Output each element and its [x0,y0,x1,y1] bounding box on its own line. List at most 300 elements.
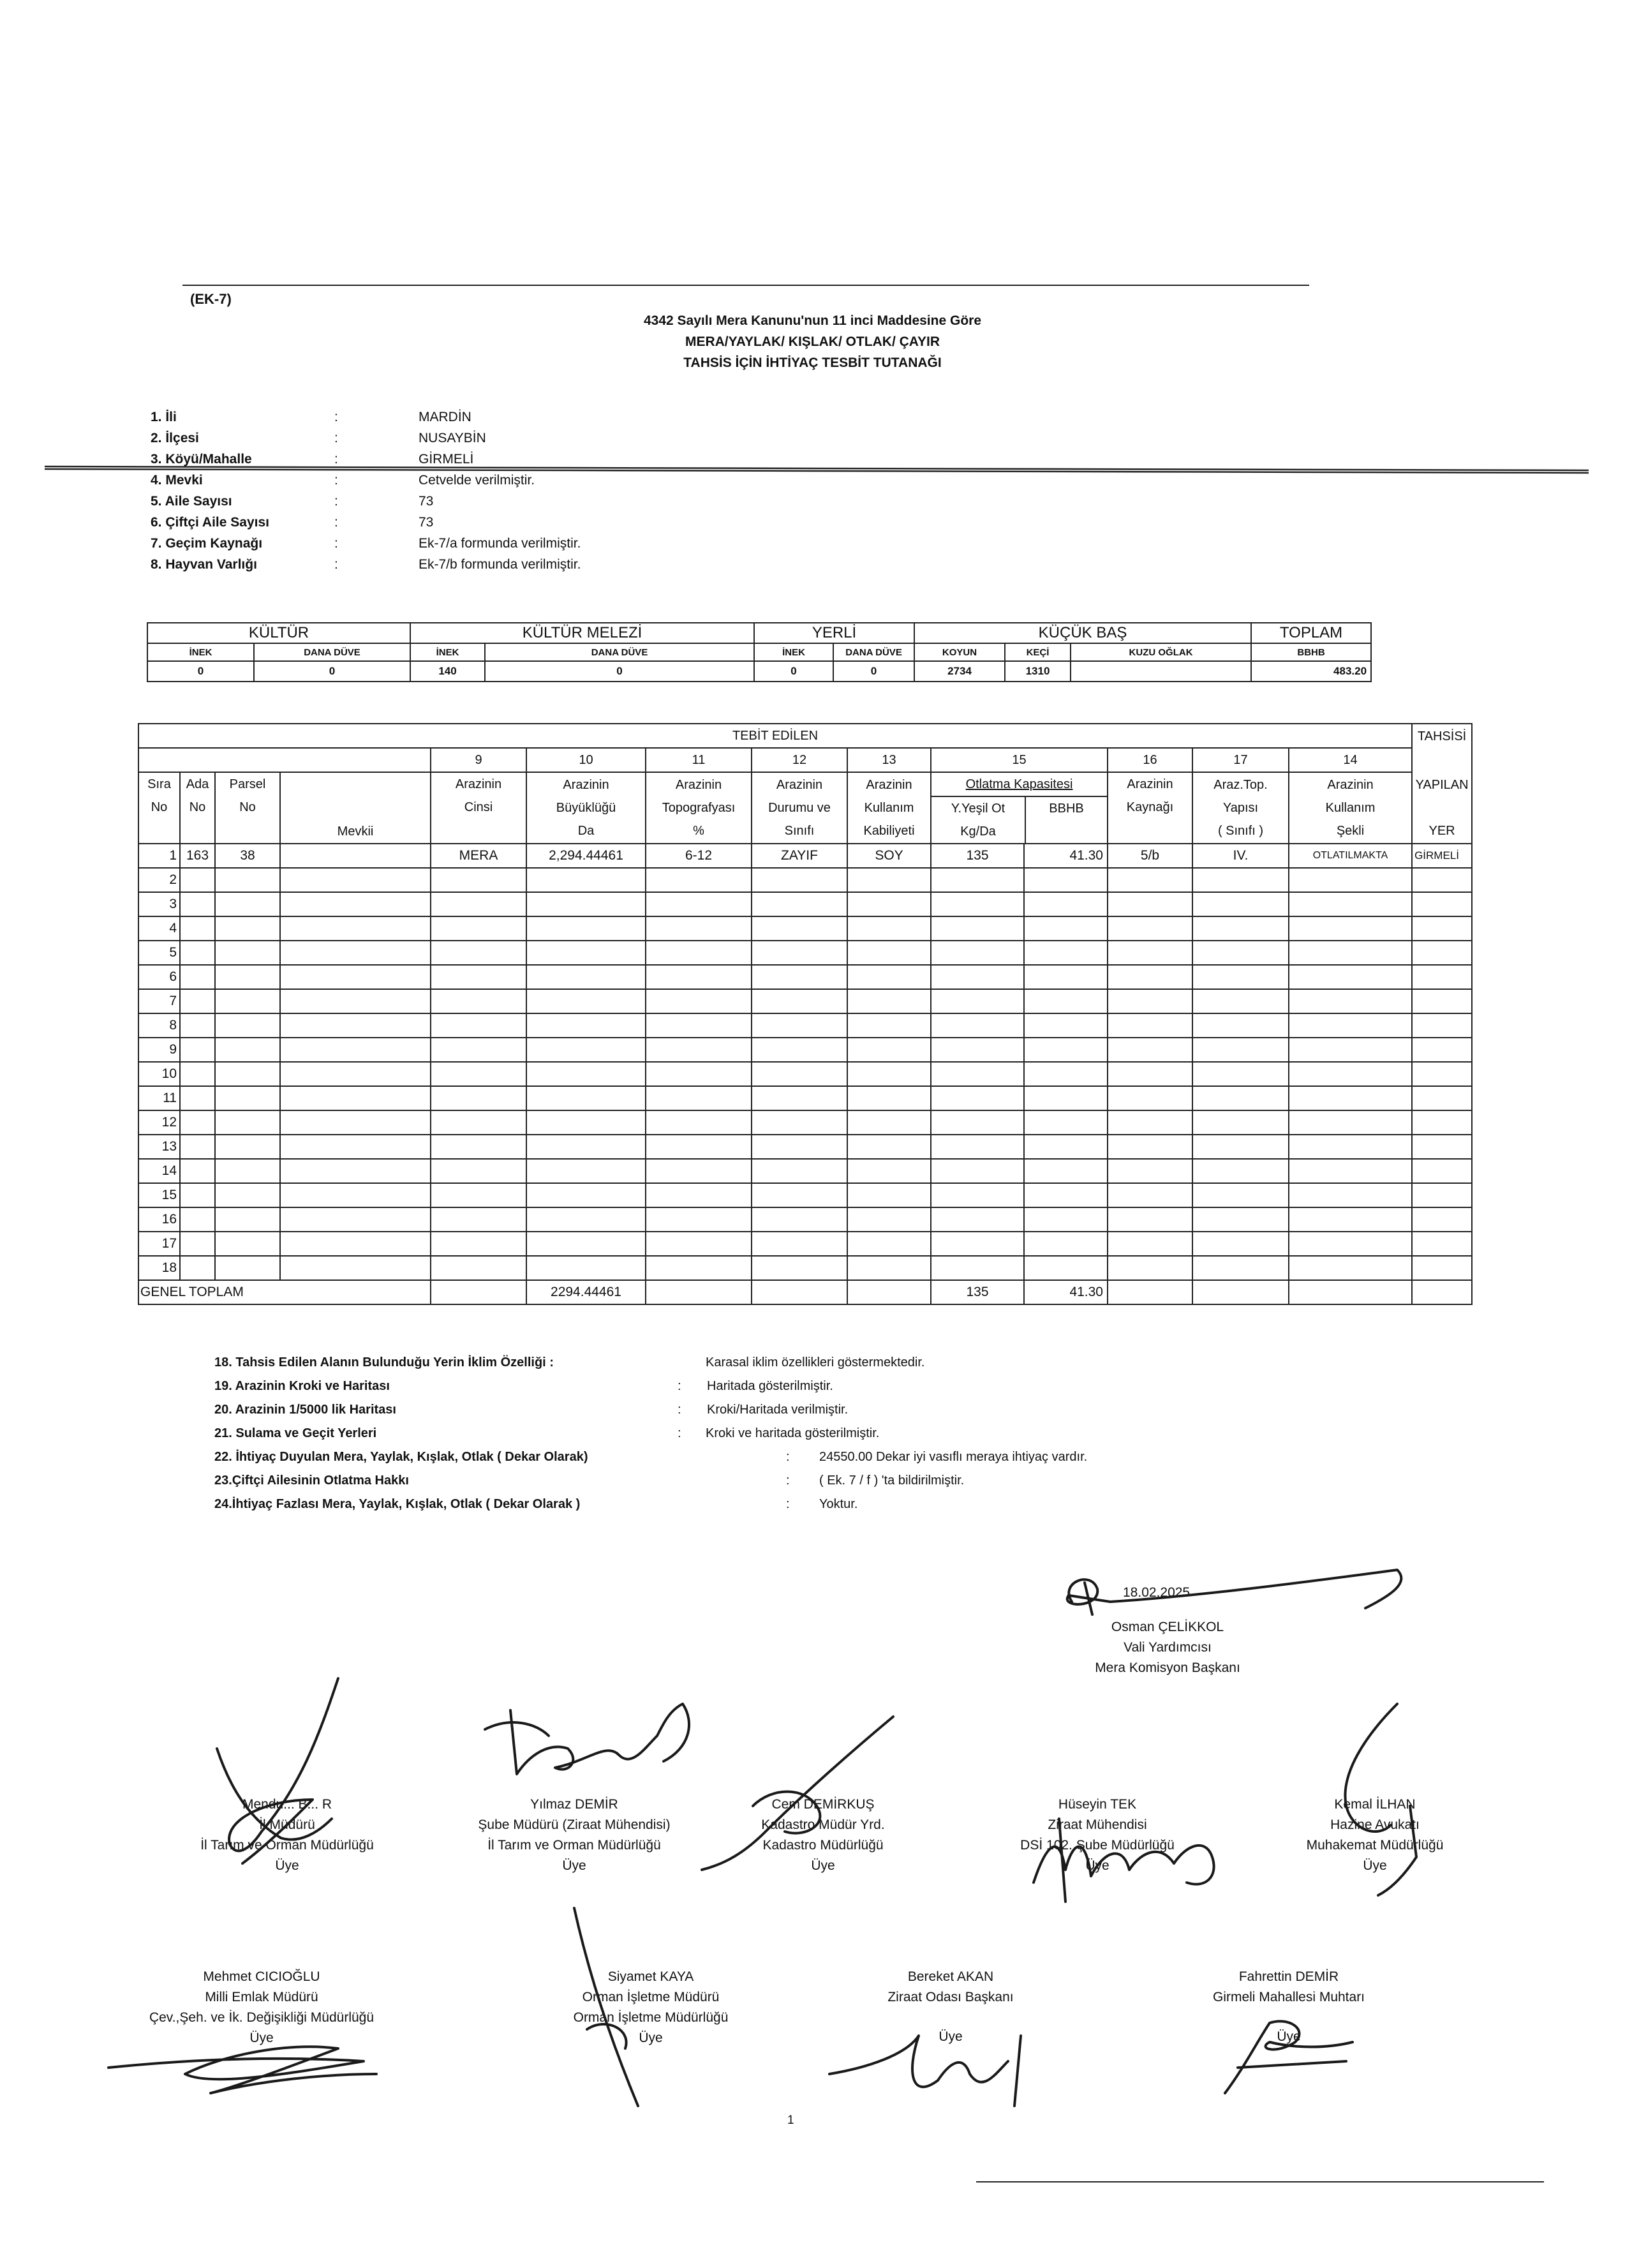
row-number: 16 [138,1207,180,1232]
header-line: Da [577,824,595,838]
cell-yesil [931,1013,1024,1038]
cell-kullanim [1289,1183,1412,1207]
header-sira [138,772,180,844]
column-number: 16 [1108,748,1192,772]
cell-topografya [646,1232,752,1256]
header-line: Arazinin [675,778,722,792]
cell-kabiliyet [847,1135,931,1159]
cell-mevkii [280,868,431,892]
cell-kullanim [1289,892,1412,916]
cell-cinsi [431,1062,526,1086]
header-yesil [931,797,1026,843]
header-line: Arazinin [866,778,912,792]
cell-topografya [646,892,752,916]
signatory-name: Hüseyin TEK [1058,1797,1137,1812]
cell-kabiliyet [847,965,931,989]
info-label: 8. Hayvan Varlığı [151,557,257,572]
row-number: 10 [138,1062,180,1086]
signatory-role: Üye [1363,1858,1387,1873]
cell-kabiliyet [847,1110,931,1135]
table-row [138,916,1472,941]
cell-yapi [1192,965,1289,989]
cell-durumu [752,1013,847,1038]
table-row [138,1013,1472,1038]
cell-kullanim [1289,1062,1412,1086]
signatory-role: Üye [562,1858,586,1873]
livestock-value: 140 [410,661,485,682]
row-number: 2 [138,868,180,892]
cell-ada [180,1183,215,1207]
header-cinsi [431,772,526,844]
cell-mevkii [280,892,431,916]
info-label: 1. İli [151,410,177,424]
cell-cinsi: MERA [431,844,526,868]
signatory-role: Üye [249,2031,274,2045]
header-buyuklugu [526,772,646,844]
cell-kabiliyet [847,1232,931,1256]
cell-mevkii [280,916,431,941]
signatory-4 [957,1794,1238,1876]
cell-durumu [752,1038,847,1062]
cell-bbhb [1024,965,1108,989]
cell-ada [180,892,215,916]
cell-yesil [931,1086,1024,1110]
header-line: Kg/Da [960,824,996,839]
cell-mevkii [280,1135,431,1159]
cell-bbhb [1024,1013,1108,1038]
column-number: 13 [847,748,931,772]
signatory-3 [689,1794,957,1876]
livestock-value: 0 [254,661,410,682]
signatory-title: Kadastro Müdür Yrd. [761,1817,885,1832]
cell-yer [1412,1183,1472,1207]
cell-cinsi [431,941,526,965]
cell-kabiliyet [847,1062,931,1086]
cell-yapi [1192,1183,1289,1207]
cell-cinsi [431,989,526,1013]
cell-yapi [1192,1086,1289,1110]
cell-parsel [215,1135,280,1159]
cell-kullanim [1289,1207,1412,1232]
cell-cinsi [431,965,526,989]
cell-kaynak [1108,1183,1192,1207]
cell-parsel [215,892,280,916]
cell-yer [1412,1038,1472,1062]
info-label: 2. İlçesi [151,431,199,445]
cell-durumu [752,1159,847,1183]
info-label: 3. Köyü/Mahalle [151,452,252,466]
signatory-org: Çev.,Şeh. ve İk. Değişikliği Müdürlüğü [149,2010,375,2025]
cell-yer [1412,1062,1472,1086]
item-label: 21. Sulama ve Geçit Yerleri [214,1426,377,1440]
signatory-title: Girmeli Mahallesi Muhtarı [1212,1990,1365,2004]
cell-parsel [215,1110,280,1135]
row-number: 18 [138,1256,180,1280]
info-value: GİRMELİ [419,452,474,466]
spacer [1413,796,1471,819]
item-label: 22. İhtiyaç Duyulan Mera, Yaylak, Kışlak, Otlak ( Dekar Olarak) [214,1450,588,1464]
info-colon: : [334,536,338,551]
cell-parsel [215,868,280,892]
cell-cinsi [431,1086,526,1110]
cell-ada [180,1062,215,1086]
cell-kaynak [1108,1086,1192,1110]
cell-ada [180,1256,215,1280]
strike-through-lines [45,465,1589,475]
cell-buyukluk: 2,294.44461 [526,844,646,868]
cell-kullanim [1289,965,1412,989]
date: 18.02.2025 [1123,1585,1191,1600]
signatory-name: Yılmaz DEMİR [530,1797,618,1812]
livestock-subheader: KUZU OĞLAK [1071,643,1251,661]
table-row [138,868,1472,892]
item-label: 23.Çiftçi Ailesinin Otlatma Hakkı [214,1473,409,1488]
header-line: Kaynağı [1126,800,1174,814]
form-code: (EK-7) [190,291,232,307]
cell-buyukluk [526,941,646,965]
cell-yer [1412,1256,1472,1280]
header-durumu [752,772,847,844]
cell-yapi [1192,1062,1289,1086]
cell-mevkii [280,1110,431,1135]
cell-cinsi [431,916,526,941]
signatory-title: İl Müdürü [259,1817,315,1832]
signatory-role: Üye [939,2029,963,2044]
header-kaynagi [1108,772,1192,844]
cell-durumu: ZAYIF [752,844,847,868]
table-row [138,844,1472,868]
total-yesil: 135 [931,1280,1024,1304]
signatory-name: Osman ÇELİKKOL [1111,1620,1224,1634]
cell-yer [1412,1135,1472,1159]
cell-kabiliyet [847,941,931,965]
cell-buyukluk [526,916,646,941]
header-line: Y.Yeşil Ot [951,802,1005,816]
livestock-value: 483.20 [1251,661,1371,682]
cell-ada [180,1207,215,1232]
header-row-title [138,724,1472,748]
cell-yer [1412,892,1472,916]
cell-yapi [1192,989,1289,1013]
cell-yer [1412,1159,1472,1183]
cell-kabiliyet [847,1038,931,1062]
header-row-labels [138,772,1472,844]
cell-yer [1412,1086,1472,1110]
parcel-table [138,723,1473,1305]
header-kullanim [1289,772,1412,844]
livestock-value: 0 [485,661,754,682]
cell-bbhb [1024,1062,1108,1086]
cell-yer [1412,1207,1472,1232]
info-colon: : [334,431,338,445]
signatory-8 [823,1967,1078,2047]
cell-bbhb [1024,941,1108,965]
blank-header [1412,748,1472,772]
livestock-subheader: KEÇİ [1005,643,1071,661]
signatory-role: Üye [1085,1858,1109,1873]
header-line: Ada [186,777,209,791]
livestock-value: 0 [147,661,254,682]
cell-ada [180,1013,215,1038]
row-number: 5 [138,941,180,965]
cell-durumu [752,1110,847,1135]
header-line: No [151,800,168,814]
header-mevkii [280,772,431,844]
cell-buyukluk [526,1159,646,1183]
cell-kabiliyet: SOY [847,844,931,868]
cell-buyukluk [526,1183,646,1207]
cell-durumu [752,868,847,892]
item-value: Haritada gösterilmiştir. [707,1379,833,1393]
cell-ada [180,1232,215,1256]
cell-kaynak [1108,1038,1192,1062]
table-title: TEBİT EDİLEN [138,724,1412,748]
cell-topografya: 6-12 [646,844,752,868]
cell-yer [1412,965,1472,989]
cell-yesil [931,1135,1024,1159]
cell-topografya [646,1256,752,1280]
cell-buyukluk [526,868,646,892]
header-line: Mevkii [337,824,374,839]
cell-yer [1412,941,1472,965]
cell-durumu [752,989,847,1013]
cell-kaynak [1108,1135,1192,1159]
header-line: No [239,800,256,814]
livestock-group-row [147,623,1371,643]
signatory-name: Kemal İLHAN [1334,1797,1416,1812]
table-row [138,941,1472,965]
cell-cinsi [431,1135,526,1159]
total-blank [1412,1280,1472,1304]
cell-cinsi [431,1038,526,1062]
table-row [138,1232,1472,1256]
table-row [138,1135,1472,1159]
total-row [138,1280,1472,1304]
cell-yer [1412,989,1472,1013]
row-number: 1 [138,844,180,868]
cell-yer [1412,1013,1472,1038]
cell-mevkii [280,1013,431,1038]
cell-kabiliyet [847,1207,931,1232]
cell-kullanim [1289,989,1412,1013]
total-blank [1289,1280,1412,1304]
cell-parsel [215,1038,280,1062]
cell-kabiliyet [847,989,931,1013]
row-number: 6 [138,965,180,989]
cell-parsel [215,1232,280,1256]
header-line: % [693,824,704,838]
signatory-name: Fahrettin DEMİR [1238,1969,1339,1984]
cell-yapi [1192,1207,1289,1232]
cell-ada [180,916,215,941]
cell-buyukluk [526,1135,646,1159]
cell-yesil [931,1110,1024,1135]
header-kabiliyeti [847,772,931,844]
cell-mevkii [280,965,431,989]
cell-yapi [1192,916,1289,941]
column-number: 9 [431,748,526,772]
cell-parsel [215,1256,280,1280]
cell-cinsi [431,1013,526,1038]
signatory-role: Üye [811,1858,835,1873]
cell-bbhb [1024,1135,1108,1159]
cell-bbhb [1024,916,1108,941]
cell-cinsi [431,1232,526,1256]
signatory-6 [108,1967,415,2048]
cell-yapi [1192,1159,1289,1183]
header-line: Araz.Top. [1213,778,1268,792]
cell-ada [180,1135,215,1159]
otlatma-subheaders [931,797,1107,843]
cell-kaynak [1108,1232,1192,1256]
cell-mevkii [280,1207,431,1232]
header-araztop [1192,772,1289,844]
cell-durumu [752,1256,847,1280]
cell-topografya [646,1183,752,1207]
cell-bbhb [1024,1159,1108,1183]
header-line: Cinsi [464,800,493,814]
info-colon: : [334,452,338,466]
item-value: Kroki/Haritada verilmiştir. [707,1403,849,1417]
cell-durumu [752,1062,847,1086]
cell-topografya [646,989,752,1013]
title-line-1: 4342 Sayılı Mera Kanunu'nun 11 inci Maddesine Göre [644,313,981,328]
signatory-role: Üye [639,2031,663,2045]
cell-bbhb [1024,1110,1108,1135]
livestock-value: 0 [833,661,914,682]
livestock-table [147,622,1372,682]
item-value: Karasal iklim özellikleri göstermektedir. [706,1355,925,1369]
cell-kabiliyet [847,1013,931,1038]
cell-yapi [1192,1110,1289,1135]
cell-topografya [646,1038,752,1062]
livestock-value: 2734 [914,661,1005,682]
livestock-subheader: İNEK [147,643,254,661]
cell-kaynak [1108,989,1192,1013]
item-colon: : [786,1497,790,1511]
cell-buyukluk [526,989,646,1013]
info-label: 4. Mevki [151,473,203,488]
cell-kullanim [1289,1135,1412,1159]
cell-yesil [931,1159,1024,1183]
cell-yapi [1192,1232,1289,1256]
row-number: 4 [138,916,180,941]
cell-buyukluk [526,1086,646,1110]
info-value: 73 [419,515,434,530]
row-number: 15 [138,1183,180,1207]
livestock-value: 0 [754,661,833,682]
signatory-2 [421,1794,727,1876]
total-blank [847,1280,931,1304]
column-number: 15 [931,748,1108,772]
row-number: 11 [138,1086,180,1110]
cell-buyukluk [526,1207,646,1232]
table-row [138,1038,1472,1062]
info-label: 6. Çiftçi Aile Sayısı [151,515,269,530]
signatory-name: Bereket AKAN [907,1969,994,1984]
info-value: Ek-7/b formunda verilmiştir. [419,557,581,572]
cell-bbhb [1024,892,1108,916]
header-line: Durumu ve [768,801,831,815]
cell-parsel [215,916,280,941]
item-label: 18. Tahsis Edilen Alanın Bulunduğu Yerin İklim Özelliği : [214,1355,554,1369]
cell-kaynak [1108,916,1192,941]
signatory-5 [1257,1794,1493,1876]
item-value: Yoktur. [819,1497,858,1511]
info-colon: : [334,410,338,424]
cell-topografya [646,916,752,941]
cell-yapi [1192,1135,1289,1159]
cell-yapi [1192,892,1289,916]
livestock-value-row [147,661,1371,682]
cell-yesil [931,1183,1024,1207]
cell-yesil [931,941,1024,965]
header-otlatma [931,772,1108,844]
cell-kaynak [1108,1256,1192,1280]
signatory-7 [510,1967,791,2048]
total-blank [431,1280,526,1304]
cell-ada [180,1159,215,1183]
livestock-subheader: BBHB [1251,643,1371,661]
cell-kabiliyet [847,1159,931,1183]
item-label: 19. Arazinin Kroki ve Haritası [214,1379,390,1393]
signatory-title: Vali Yardımcısı [1124,1640,1212,1655]
signatory-org: DSİ 102. Şube Müdürlüğü [1020,1838,1175,1853]
header-line: Kullanım [864,801,914,815]
cell-mevkii [280,989,431,1013]
cell-parsel [215,1207,280,1232]
cell-kullanim [1289,1159,1412,1183]
livestock-value [1071,661,1251,682]
info-colon: : [334,494,338,509]
table-row [138,1159,1472,1183]
cell-ada [180,965,215,989]
cell-topografya [646,1110,752,1135]
cell-mevkii [280,1183,431,1207]
cell-ada: 163 [180,844,215,868]
cell-topografya [646,1013,752,1038]
column-number: 17 [1192,748,1289,772]
table-row [138,892,1472,916]
column-number: 11 [646,748,752,772]
header-bbhb: BBHB [1049,802,1084,816]
cell-ada [180,941,215,965]
bottom-rule [976,2181,1544,2182]
cell-buyukluk [526,1232,646,1256]
cell-buyukluk [526,1256,646,1280]
header-line: Arazinin [455,777,502,791]
header-row-numbers [138,748,1472,772]
cell-yesil [931,1062,1024,1086]
cell-kaynak [1108,965,1192,989]
cell-ada [180,1038,215,1062]
table-row [138,989,1472,1013]
cell-durumu [752,1135,847,1159]
row-number: 8 [138,1013,180,1038]
item-colon: : [678,1379,681,1393]
header-yapilan [1412,772,1472,844]
cell-kullanim: OTLATILMAKTA [1289,844,1412,868]
row-number: 13 [138,1135,180,1159]
cell-durumu [752,892,847,916]
title-line-3: TAHSİS İÇİN İHTİYAÇ TESBİT TUTANAĞI [683,355,942,370]
cell-yesil [931,892,1024,916]
info-label: 5. Aile Sayısı [151,494,232,509]
cell-kullanim [1289,868,1412,892]
cell-yapi [1192,941,1289,965]
cell-kaynak [1108,1062,1192,1086]
cell-bbhb [1024,1232,1108,1256]
